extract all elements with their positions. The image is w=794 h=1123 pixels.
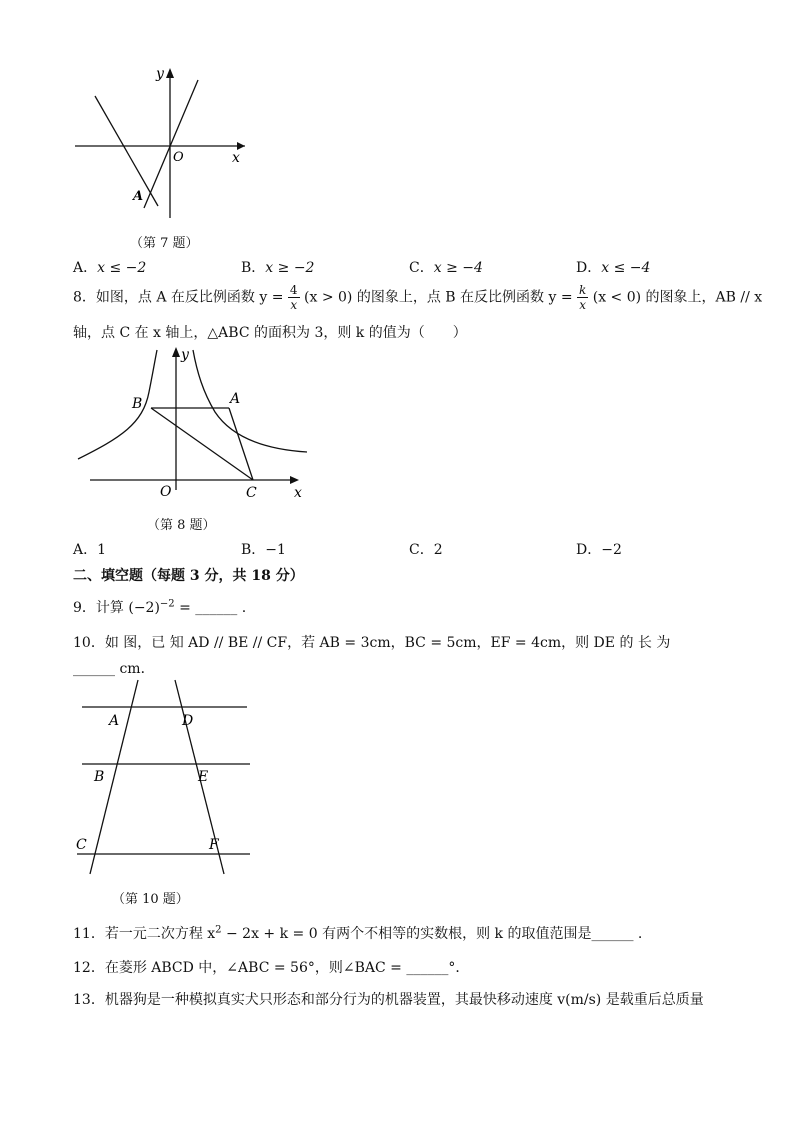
q9-exponent: −2 xyxy=(159,598,175,610)
section-2-heading: 二、填空题（每题 3 分，共 18 分） xyxy=(73,568,304,584)
q7-option-c[interactable] xyxy=(409,257,483,277)
fig7-caption: （第 7 题） xyxy=(130,236,199,251)
q8-fraction-2 xyxy=(577,283,588,312)
fig8-label-c: C xyxy=(246,485,257,501)
q7-option-a[interactable] xyxy=(73,257,146,277)
q8-option-c[interactable] xyxy=(409,539,443,559)
fig8-y-arrow xyxy=(172,347,180,357)
option-letter: D． xyxy=(576,260,602,276)
q11-exponent: 2 xyxy=(215,924,222,936)
option-letter: A． xyxy=(73,260,98,276)
option-letter: D． xyxy=(576,542,602,558)
fig8-segment-bc xyxy=(151,408,253,480)
fig7-y-arrow xyxy=(166,68,174,78)
q8-line-1 xyxy=(73,283,762,312)
q9-prefix: 9．计算 (−2) xyxy=(73,600,160,616)
fig7-label-y: y xyxy=(156,66,164,82)
frac-den: x xyxy=(290,298,298,312)
option-text: 2 xyxy=(433,542,443,558)
q8-options xyxy=(73,539,733,559)
figure-10 xyxy=(72,678,257,878)
q9-suffix: = ______ . xyxy=(174,600,247,616)
q11-prefix: 11．若一元二次方程 x xyxy=(73,926,216,942)
fig10-caption: （第 10 题） xyxy=(112,892,189,907)
option-letter: B． xyxy=(241,542,266,558)
q8-text-a: 8．如图，点 A 在反比例函数 y = xyxy=(73,289,284,306)
frac-num: k xyxy=(579,283,587,297)
fig8-label-a: A xyxy=(230,391,241,407)
q8-text-b: (x > 0) 的图象上，点 B 在反比例函数 y = xyxy=(304,289,573,306)
q8-option-a[interactable] xyxy=(73,539,106,559)
q7-options xyxy=(73,257,733,277)
fig8-label-y: y xyxy=(181,347,189,363)
fig10-label-a: A xyxy=(109,713,120,729)
fig8-label-o: O xyxy=(160,484,172,500)
option-text: x ≤ −2 xyxy=(97,260,147,276)
fig10-label-f: F xyxy=(209,837,219,853)
option-letter: C． xyxy=(409,542,434,558)
q11 xyxy=(73,923,642,943)
q8-fraction-1 xyxy=(288,283,300,312)
q13: 13．机器狗是一种模拟真实犬只形态和部分行为的机器装置，其最快移动速度 v(m/s) 是载重后总质量 xyxy=(73,992,704,1008)
option-text: 1 xyxy=(97,542,107,558)
figure-8 xyxy=(75,342,315,502)
option-text: x ≤ −4 xyxy=(601,260,651,276)
frac-den: x xyxy=(579,298,587,312)
q8-line-2: 轴，点 C 在 x 轴上，△ABC 的面积为 3，则 k 的值为（ ） xyxy=(73,325,467,341)
q7-option-b[interactable] xyxy=(241,257,314,277)
q9 xyxy=(73,597,246,617)
fig10-label-e: E xyxy=(198,769,209,785)
fig10-label-c: C xyxy=(76,837,87,853)
fig8-curve-right xyxy=(193,350,307,452)
fig7-label-o: O xyxy=(173,150,184,165)
fig7-label-a: A xyxy=(133,189,144,204)
q11-suffix: − 2x + k = 0 有两个不相等的实数根，则 k 的取值范围是______ . xyxy=(221,926,643,942)
fig8-x-arrow xyxy=(290,476,299,484)
option-text: −1 xyxy=(265,542,286,558)
fig10-label-b: B xyxy=(94,769,105,785)
q12: 12．在菱形 ABCD 中，∠ABC = 56°，则∠BAC = ______°． xyxy=(73,960,470,976)
q10-line-2: ______ cm． xyxy=(73,661,155,677)
figure-7 xyxy=(70,62,260,227)
q8-text-c: (x < 0) 的图象上，AB // x xyxy=(592,289,763,306)
fig8-caption: （第 8 题） xyxy=(147,518,216,533)
q8-option-d[interactable] xyxy=(576,539,622,559)
fig10-label-d: D xyxy=(182,713,194,729)
fig8-segment-ac xyxy=(229,408,253,480)
fig7-line-1 xyxy=(95,96,158,206)
option-text: −2 xyxy=(601,542,622,558)
fig8-label-b: B xyxy=(132,396,143,412)
option-letter: C． xyxy=(409,260,434,276)
option-letter: B． xyxy=(241,260,266,276)
frac-num: 4 xyxy=(289,283,298,297)
q10-line-1: 10．如 图，已 知 AD // BE // CF，若 AB = 3cm，BC = 5cm，EF = 4cm，则 DE 的 长 为 xyxy=(73,635,671,651)
fig7-line-2 xyxy=(144,80,198,208)
fig8-label-x: x xyxy=(294,485,302,501)
q8-option-b[interactable] xyxy=(241,539,286,559)
fig7-label-x: x xyxy=(232,150,240,166)
fig8-curve-left xyxy=(78,350,157,459)
option-letter: A． xyxy=(73,542,98,558)
q7-option-d[interactable] xyxy=(576,257,650,277)
fig7-x-arrow xyxy=(237,142,245,150)
option-text: x ≥ −4 xyxy=(433,260,483,276)
option-text: x ≥ −2 xyxy=(265,260,315,276)
